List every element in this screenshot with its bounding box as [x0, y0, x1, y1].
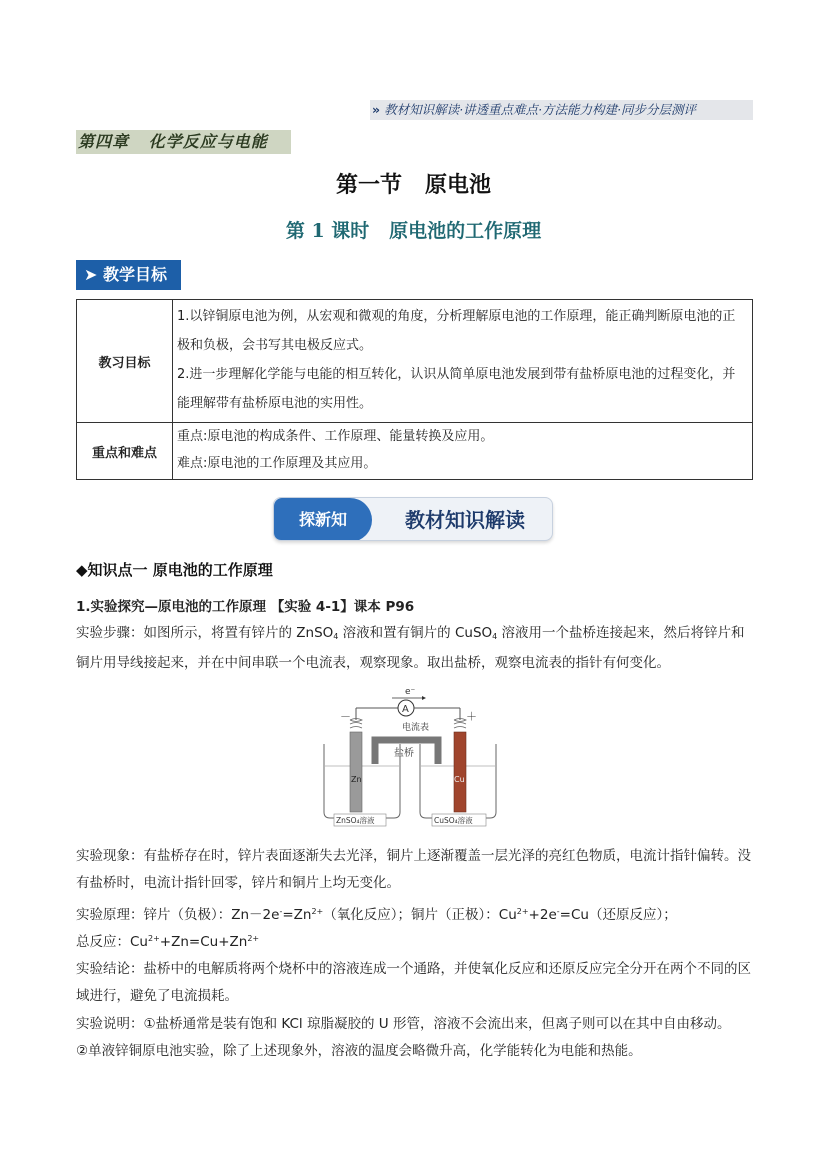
header-banner [370, 100, 753, 120]
copper-label: Cu [454, 775, 465, 784]
goals-table [76, 299, 753, 480]
negative-sign: － [340, 710, 351, 723]
section-banner [273, 497, 553, 541]
lesson-title: 第 1 课时 原电池的工作原理 [285, 220, 542, 242]
teaching-goals-header: ➤ 教学目标 [76, 260, 181, 290]
ammeter-name: 电流表 [402, 723, 430, 733]
electron-label: e⁻ [405, 687, 416, 697]
chapter-title: 第四章 化学反应与电能 [76, 130, 291, 154]
ammeter-letter: A [402, 704, 409, 715]
section-banner-right: 教材知识解读 [405, 508, 525, 532]
goal-item: 难点:原电池的工作原理及其应用。 [177, 456, 377, 471]
electron-arrowhead [422, 696, 426, 700]
table-row [77, 423, 753, 480]
knowledge-point-title: ◆知识点一 原电池的工作原理 [76, 561, 273, 579]
goal-item: 2.进一步理解化学能与电能的相互转化，认识从简单原电池发展到带有盐桥原电池的过程变化，并能理解带有盐桥原电池的实用性。 [177, 367, 736, 411]
experiment-principle: 实验原理：锌片（负极）：$Zn-2e^-=Zn^{2+}$（氧化反应）；铜片（正极）：$Cu^{2+}+2e^-=Cu$（还原反应）； [76, 907, 677, 923]
experiment-conclusion: 实验结论：盐桥中的电解质将两个烧杯中的溶液连成一个通路，并使氧化反应和还原反应完全分开在两个不同的区域进行，避免了电流损耗。 [76, 961, 751, 1004]
left-solution-label: ZnSO₄溶液 [336, 816, 375, 825]
galvanic-cell-diagram [320, 684, 500, 830]
goal-item: 1.以锌铜原电池为例，从宏观和微观的角度，分析理解原电池的工作原理，能正确判断原电池的正极和负极，会书写其电极反应式。 [177, 309, 736, 353]
row-label: 重点和难点 [77, 423, 173, 480]
goal-item: 重点:原电池的构成条件、工作原理、能量转换及应用。 [177, 429, 494, 444]
zinc-electrode [350, 732, 362, 812]
copper-electrode [454, 732, 466, 812]
table-row [77, 300, 753, 423]
double-chevron-icon: » [372, 102, 381, 117]
total-reaction: 总反应：$Cu^{2+}+Zn=Cu+Zn^{2+}$ [76, 934, 260, 950]
salt-bridge-label: 盐桥 [394, 748, 414, 759]
experiment-note-2: ②单液锌铜原电池实验，除了上述现象外，溶液的温度会略微升高，化学能转化为电能和热能。 [76, 1043, 642, 1059]
row-content [173, 300, 753, 423]
experiment-heading: 1.实验探究—原电池的工作原理 【实验 4-1】课本 P96 [76, 599, 415, 615]
row-content [173, 423, 753, 480]
section-title: 第一节 原电池 [336, 172, 491, 198]
header-banner-text: 教材知识解读·讲透重点难点·方法能力构建·同步分层测评 [384, 102, 696, 117]
right-solution-label: CuSO₄溶液 [434, 816, 473, 825]
row-label: 教习目标 [77, 300, 173, 423]
section-banner-left: 探新知 [274, 498, 372, 541]
experiment-steps: 实验步骤：如图所示，将置有锌片的 ZnSO$_4$ 溶液和置有铜片的 CuSO$_4$ 溶液用一个盐桥连接起来，然后将锌片和铜片用导线接起来，并在中间串联一个电流表，观察现象。取出盐桥，观察电流表的指针有何变化。 [76, 625, 745, 671]
experiment-note-1: 实验说明：①盐桥通常是装有饱和 KCl 琼脂凝胶的 U 形管，溶液不会流出来，但离子则可以在其中自由移动。 [76, 1016, 731, 1032]
positive-sign: ＋ [466, 710, 477, 723]
zinc-label: Zn [351, 775, 362, 784]
experiment-phenomenon: 实验现象：有盐桥存在时，锌片表面逐渐失去光泽，铜片上逐渐覆盖一层光泽的亮红色物质，电流计指针偏转。没有盐桥时，电流计指针回零，锌片和铜片上均无变化。 [76, 848, 751, 891]
